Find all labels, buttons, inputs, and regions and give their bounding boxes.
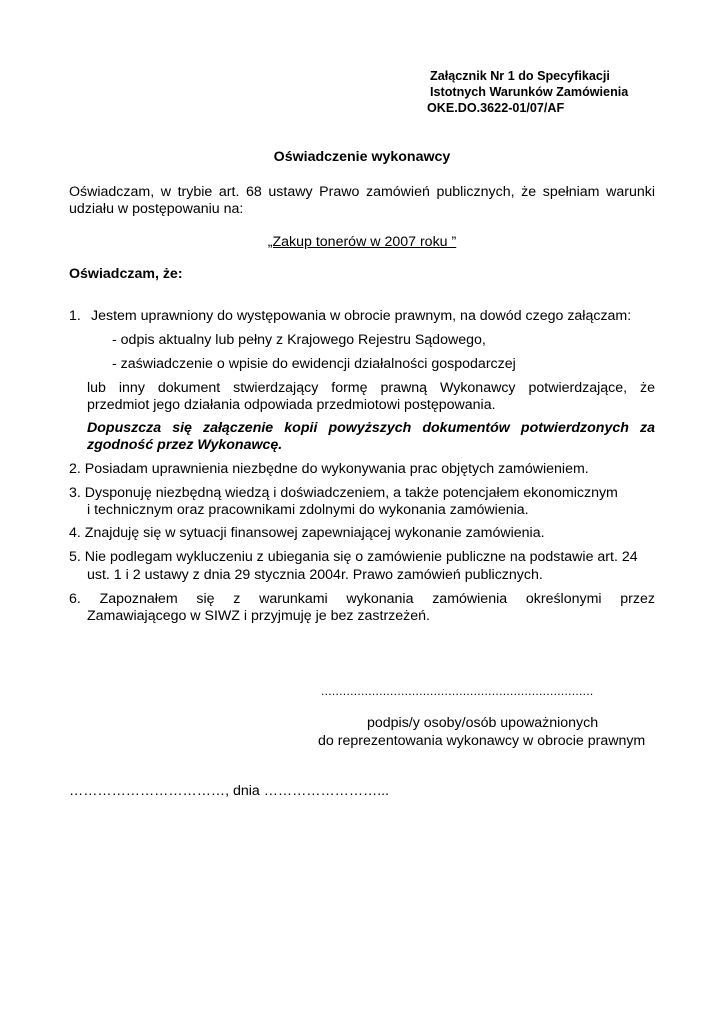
item-1-continuation-line-1: lub inny dokument stwierdzający formę prawną Wykonawcy potwierdzające, że — [87, 380, 655, 396]
intro-line-1: Oświadczam, w trybie art. 68 ustawy Prawo zamówień publicznych, że spełniam warunki — [69, 184, 655, 200]
attachment-header-line-2: Istotnych Warunków Zamówienia — [430, 85, 629, 99]
signature-dotted-line: ........................................................................... — [321, 684, 594, 698]
item-1-note-line-2: zgodność przez Wykonawcę. — [87, 437, 283, 453]
item-3-line-1: 3. Dysponuję niezbędną wiedzą i doświadczeniem, a także potencjałem ekonomicznym — [69, 485, 618, 501]
item-1-bullet-registry: - zaświadczenie o wpisie do ewidencji działalności gospodarczej — [112, 356, 516, 372]
item-1-continuation-line-2: przedmiot jego działania odpowiada przedmiotowi postępowania. — [87, 397, 496, 413]
intro-line-2: udziału w postępowaniu na: — [69, 201, 244, 217]
item-6-line-1: 6. Zapoznałem się z warunkami wykonania zamówienia określonymi przez — [69, 591, 655, 607]
signature-label-line-2: do reprezentowania wykonawcy w obrocie prawnym — [318, 733, 646, 749]
attachment-header — [427, 68, 629, 116]
item-1-bullet-krs: - odpis aktualny lub pełny z Krajowego Rejestru Sądowego, — [112, 332, 486, 348]
item-3-line-2: i technicznym oraz pracownikami zdolnymi do wykonania zamówienia. — [87, 502, 529, 518]
attachment-reference-number: OKE.DO.3622-01/07/AF — [427, 101, 565, 115]
attachment-header-line-1: Załącznik Nr 1 do Specyfikacji — [430, 69, 610, 83]
item-1-note-line-1: Dopuszcza się załączenie kopii powyższych dokumentów potwierdzonych za — [87, 420, 655, 436]
item-1-text: Jestem uprawniony do występowania w obrocie prawnym, na dowód czego załączam: — [91, 308, 632, 324]
item-4-text: 4. Znajduję się w sytuacji finansowej zapewniającej wykonanie zamówienia. — [69, 525, 545, 541]
signature-label-line-1: podpis/y osoby/osób upoważnionych — [367, 715, 599, 731]
document-title: Oświadczenie wykonawcy — [273, 149, 451, 165]
declaration-heading: Oświadczam, że: — [69, 266, 183, 282]
procurement-subject: „Zakup tonerów w 2007 roku ” — [267, 234, 457, 250]
item-2-text: 2. Posiadam uprawnienia niezbędne do wykonywania prac objętych zamówieniem. — [69, 461, 589, 477]
item-1-number: 1. — [69, 308, 81, 324]
item-5-line-1: 5. Nie podlegam wykluczeniu z ubiegania się o zamówienie publiczne na podstawie art. 24 — [69, 549, 638, 565]
item-5-line-2: ust. 1 i 2 ustawy z dnia 29 stycznia 2004r. Prawo zamówień publicznych. — [87, 567, 543, 583]
place-and-date-line: ……………………………, dnia ……………………... — [69, 783, 390, 799]
item-6-line-2: Zamawiającego w SIWZ i przyjmuję je bez zastrzeżeń. — [87, 608, 430, 624]
